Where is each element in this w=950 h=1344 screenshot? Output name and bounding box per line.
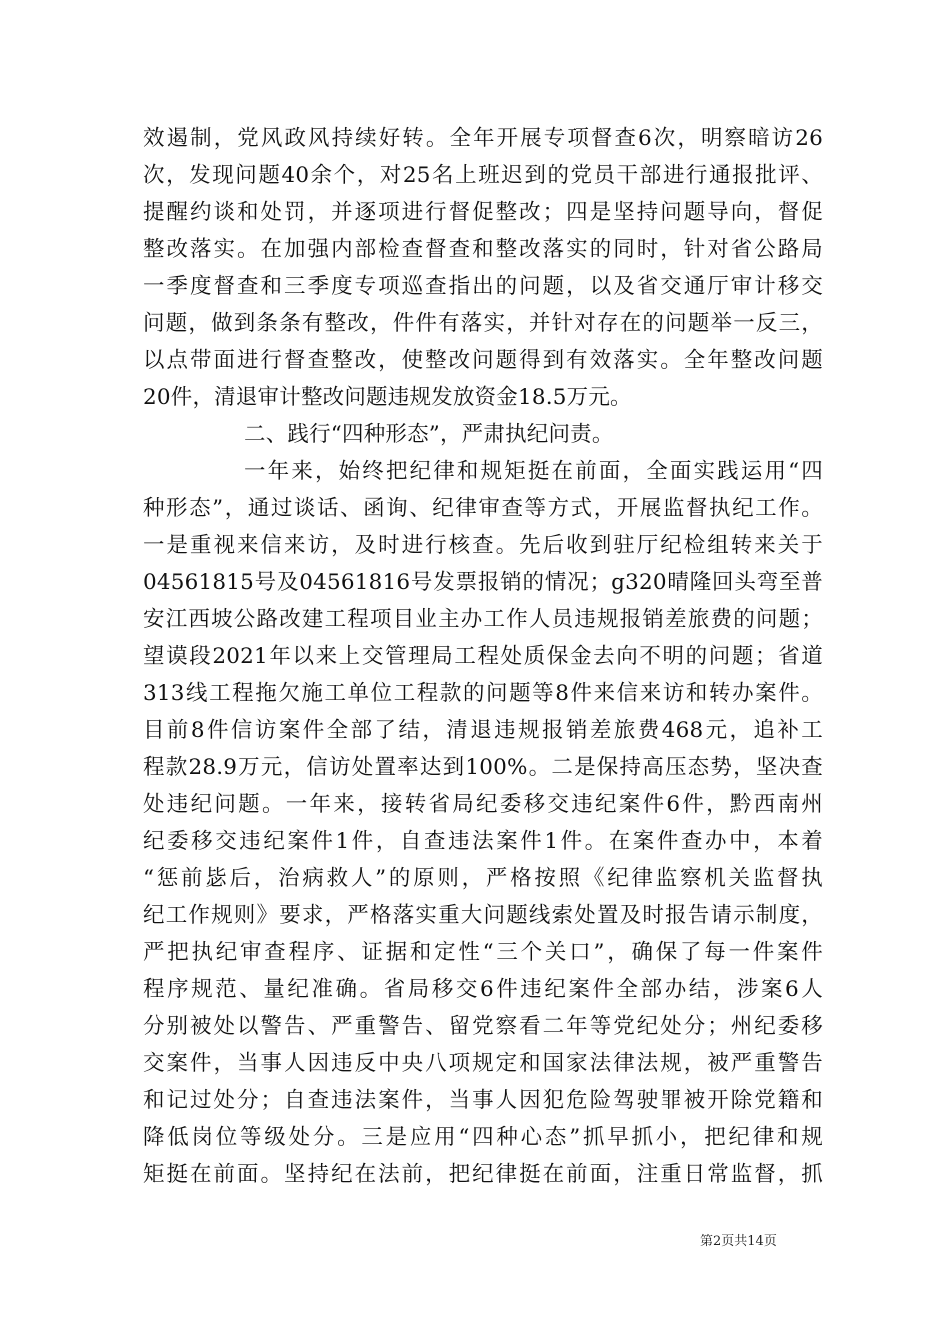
text-line: 分别被处以警告、严重警告、留党察看二年等党纪处分；州纪委移 — [143, 1014, 823, 1039]
text-line: 交案件，当事人因违反中央八项规定和国家法律法规，被严重警告 — [143, 1051, 823, 1076]
text-line: 处违纪问题。一年来，接转省局纪委移交违纪案件6件，黔西南州 — [143, 792, 823, 817]
text-line: 问题，做到条条有整改，件件有落实，并针对存在的问题举一反三， — [143, 311, 823, 336]
section-heading: 二、践行“四种形态”，严肃执纪问责。 — [244, 422, 614, 447]
text-line: “惩前毖后，治病救人”的原则，严格按照《纪律监察机关监督执 — [143, 866, 823, 891]
text-line: 安江西坡公路改建工程项目业主办工作人员违规报销差旅费的问题； — [143, 607, 823, 632]
text-line: 矩挺在前面。坚持纪在法前，把纪律挺在前面，注重日常监督，抓 — [143, 1162, 823, 1187]
text-line: 程序规范、量纪准确。省局移交6件违纪案件全部办结，涉案6人 — [143, 977, 823, 1002]
text-line: 望谟段2021年以来上交管理局工程处质保金去向不明的问题；省道 — [143, 644, 823, 669]
text-line: 提醒约谈和处罚，并逐项进行督促整改；四是坚持问题导向，督促 — [143, 200, 823, 225]
text-line: 313线工程拖欠施工单位工程款的问题等8件来信来访和转办案件。 — [143, 681, 823, 706]
text-line: 次，发现问题40余个，对25名上班迟到的党员干部进行通报批评、 — [143, 163, 823, 188]
text-line: 和记过处分；自查违法案件，当事人因犯危险驾驶罪被开除党籍和 — [143, 1088, 823, 1113]
text-line: 一季度督查和三季度专项巡查指出的问题，以及省交通厅审计移交 — [143, 274, 823, 299]
text-line: 纪委移交违纪案件1件，自查违法案件1件。在案件查办中，本着 — [143, 829, 823, 854]
text-line: 程款28.9万元，信访处置率达到100%。二是保持高压态势，坚决查 — [143, 755, 823, 780]
page-number-footer: 第2页共14页 — [700, 1234, 777, 1249]
text-line: 降低岗位等级处分。三是应用“四种心态”抓早抓小，把纪律和规 — [143, 1125, 823, 1150]
paragraph-first-line: 一年来，始终把纪律和规矩挺在前面，全面实践运用“四 — [244, 459, 823, 484]
text-line: 严把执纪审查程序、证据和定性“三个关口”，确保了每一件案件 — [143, 940, 823, 965]
text-line: 一是重视来信来访，及时进行核查。先后收到驻厅纪检组转来关于 — [143, 533, 823, 558]
text-line: 目前8件信访案件全部了结，清退违规报销差旅费468元，追补工 — [143, 718, 823, 743]
text-line: 20件，清退审计整改问题违规发放资金18.5万元。 — [143, 385, 632, 410]
text-line: 整改落实。在加强内部检查督查和整改落实的同时，针对省公路局 — [143, 237, 823, 262]
text-line: 纪工作规则》要求，严格落实重大问题线索处置及时报告请示制度， — [143, 903, 823, 928]
text-line: 效遏制，党风政风持续好转。全年开展专项督查6次，明察暗访26 — [143, 126, 823, 151]
text-line: 以点带面进行督查整改，使整改问题得到有效落实。全年整改问题 — [143, 348, 823, 373]
text-line: 种形态”，通过谈话、函询、纪律审查等方式，开展监督执纪工作。 — [143, 496, 823, 521]
text-line: 04561815号及04561816号发票报销的情况；g320晴隆回头弯至普 — [143, 570, 823, 595]
